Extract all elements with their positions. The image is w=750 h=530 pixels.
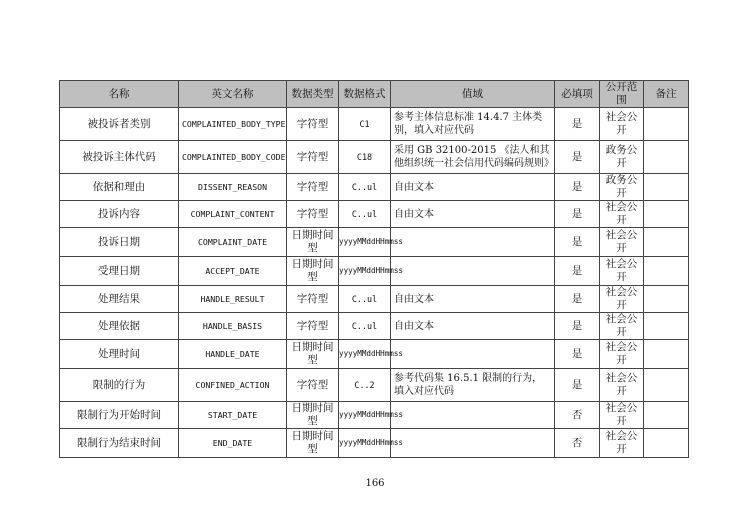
cell-disclosure-scope: 社会公开 — [600, 402, 644, 429]
header-name: 名称 — [60, 81, 179, 108]
cell-english-name: START_DATE — [179, 402, 287, 429]
cell-name: 处理结果 — [60, 286, 179, 313]
cell-data-type: 字符型 — [287, 174, 339, 201]
cell-disclosure-scope: 社会公开 — [600, 286, 644, 313]
cell-remarks — [644, 108, 689, 141]
cell-remarks — [644, 286, 689, 313]
cell-required: 是 — [555, 369, 600, 402]
cell-data-type: 字符型 — [287, 201, 339, 228]
cell-value-domain — [391, 340, 555, 369]
cell-data-format: C..ul — [339, 201, 391, 228]
cell-english-name: COMPLAINTED_BODY_CODE — [179, 141, 287, 174]
cell-disclosure-scope: 社会公开 — [600, 369, 644, 402]
cell-remarks — [644, 257, 689, 286]
cell-required: 是 — [555, 201, 600, 228]
cell-required: 是 — [555, 174, 600, 201]
cell-required: 是 — [555, 228, 600, 257]
cell-required: 是 — [555, 257, 600, 286]
cell-remarks — [644, 174, 689, 201]
table-row — [60, 429, 689, 458]
table-row — [60, 174, 689, 201]
header-english-name: 英文名称 — [179, 81, 287, 108]
cell-remarks — [644, 201, 689, 228]
cell-value-domain: 参考主体信息标准 14.4.7 主体类别，填入对应代码 — [391, 108, 555, 141]
cell-disclosure-scope: 社会公开 — [600, 429, 644, 458]
table-body — [60, 108, 689, 458]
table-row — [60, 228, 689, 257]
cell-data-format: C..ul — [339, 174, 391, 201]
header-disclosure-scope: 公开范围 — [600, 81, 644, 108]
table-row — [60, 313, 689, 340]
cell-data-type: 字符型 — [287, 108, 339, 141]
table-row — [60, 369, 689, 402]
cell-remarks — [644, 369, 689, 402]
data-element-table — [59, 80, 689, 458]
cell-data-type: 日期时间型 — [287, 402, 339, 429]
cell-data-type: 日期时间型 — [287, 257, 339, 286]
cell-value-domain: 自由文本 — [391, 286, 555, 313]
cell-english-name: COMPLAINT_CONTENT — [179, 201, 287, 228]
cell-value-domain — [391, 228, 555, 257]
cell-remarks — [644, 313, 689, 340]
cell-english-name: COMPLAINTED_BODY_TYPE — [179, 108, 287, 141]
cell-name: 受理日期 — [60, 257, 179, 286]
cell-name: 处理时间 — [60, 340, 179, 369]
cell-data-format: C1 — [339, 108, 391, 141]
cell-english-name: HANDLE_DATE — [179, 340, 287, 369]
cell-data-format: C..2 — [339, 369, 391, 402]
cell-name: 限制行为结束时间 — [60, 429, 179, 458]
cell-disclosure-scope: 政务公开 — [600, 141, 644, 174]
cell-name: 投诉内容 — [60, 201, 179, 228]
cell-value-domain — [391, 402, 555, 429]
cell-data-type: 字符型 — [287, 286, 339, 313]
cell-required: 是 — [555, 141, 600, 174]
cell-english-name: CONFINED_ACTION — [179, 369, 287, 402]
cell-value-domain — [391, 257, 555, 286]
cell-name: 被投诉者类别 — [60, 108, 179, 141]
cell-name: 限制的行为 — [60, 369, 179, 402]
cell-remarks — [644, 429, 689, 458]
table-row — [60, 201, 689, 228]
cell-disclosure-scope: 社会公开 — [600, 228, 644, 257]
cell-value-domain — [391, 429, 555, 458]
cell-name: 处理依据 — [60, 313, 179, 340]
table-row — [60, 402, 689, 429]
cell-english-name: COMPLAINT_DATE — [179, 228, 287, 257]
cell-english-name: HANDLE_RESULT — [179, 286, 287, 313]
cell-remarks — [644, 402, 689, 429]
header-value-domain: 值域 — [391, 81, 555, 108]
cell-name: 投诉日期 — [60, 228, 179, 257]
cell-data-type: 日期时间型 — [287, 429, 339, 458]
header-remarks: 备注 — [644, 81, 689, 108]
cell-disclosure-scope: 社会公开 — [600, 201, 644, 228]
header-data-format: 数据格式 — [339, 81, 391, 108]
cell-data-type: 日期时间型 — [287, 340, 339, 369]
cell-disclosure-scope: 政务公开 — [600, 174, 644, 201]
cell-english-name: END_DATE — [179, 429, 287, 458]
cell-required: 是 — [555, 313, 600, 340]
cell-data-format: yyyyMMddHHmmss — [339, 228, 391, 257]
cell-disclosure-scope: 社会公开 — [600, 108, 644, 141]
cell-name: 依据和理由 — [60, 174, 179, 201]
cell-required: 是 — [555, 340, 600, 369]
cell-data-format: C18 — [339, 141, 391, 174]
header-required: 必填项 — [555, 81, 600, 108]
cell-remarks — [644, 228, 689, 257]
cell-required: 是 — [555, 286, 600, 313]
cell-required: 否 — [555, 429, 600, 458]
cell-data-type: 字符型 — [287, 313, 339, 340]
cell-data-format: C..ul — [339, 313, 391, 340]
cell-data-type: 字符型 — [287, 141, 339, 174]
cell-data-format: C..ul — [339, 286, 391, 313]
cell-data-format: yyyyMMddHHmmss — [339, 402, 391, 429]
cell-data-format: yyyyMMddHHmmss — [339, 257, 391, 286]
cell-disclosure-scope: 社会公开 — [600, 340, 644, 369]
cell-data-type: 字符型 — [287, 369, 339, 402]
page-number: 166 — [365, 478, 385, 489]
table-row — [60, 340, 689, 369]
table-row — [60, 108, 689, 141]
cell-value-domain: 自由文本 — [391, 313, 555, 340]
cell-required: 否 — [555, 402, 600, 429]
cell-disclosure-scope: 社会公开 — [600, 313, 644, 340]
cell-name: 被投诉主体代码 — [60, 141, 179, 174]
cell-disclosure-scope: 社会公开 — [600, 257, 644, 286]
cell-data-type: 日期时间型 — [287, 228, 339, 257]
cell-remarks — [644, 141, 689, 174]
cell-data-format: yyyyMMddHHmmss — [339, 340, 391, 369]
table-row — [60, 257, 689, 286]
cell-english-name: ACCEPT_DATE — [179, 257, 287, 286]
cell-english-name: DISSENT_REASON — [179, 174, 287, 201]
cell-name: 限制行为开始时间 — [60, 402, 179, 429]
table-header-row — [60, 81, 689, 108]
cell-value-domain: 自由文本 — [391, 201, 555, 228]
cell-value-domain: 参考代码集 16.5.1 限制的行为，填入对应代码 — [391, 369, 555, 402]
table-row — [60, 286, 689, 313]
cell-value-domain: 采用 GB 32100-2015 《法人和其他组织统一社会信用代码编码规则》 — [391, 141, 555, 174]
header-data-type: 数据类型 — [287, 81, 339, 108]
cell-remarks — [644, 340, 689, 369]
cell-english-name: HANDLE_BASIS — [179, 313, 287, 340]
cell-data-format: yyyyMMddHHmmss — [339, 429, 391, 458]
cell-value-domain: 自由文本 — [391, 174, 555, 201]
table-row — [60, 141, 689, 174]
cell-required: 是 — [555, 108, 600, 141]
